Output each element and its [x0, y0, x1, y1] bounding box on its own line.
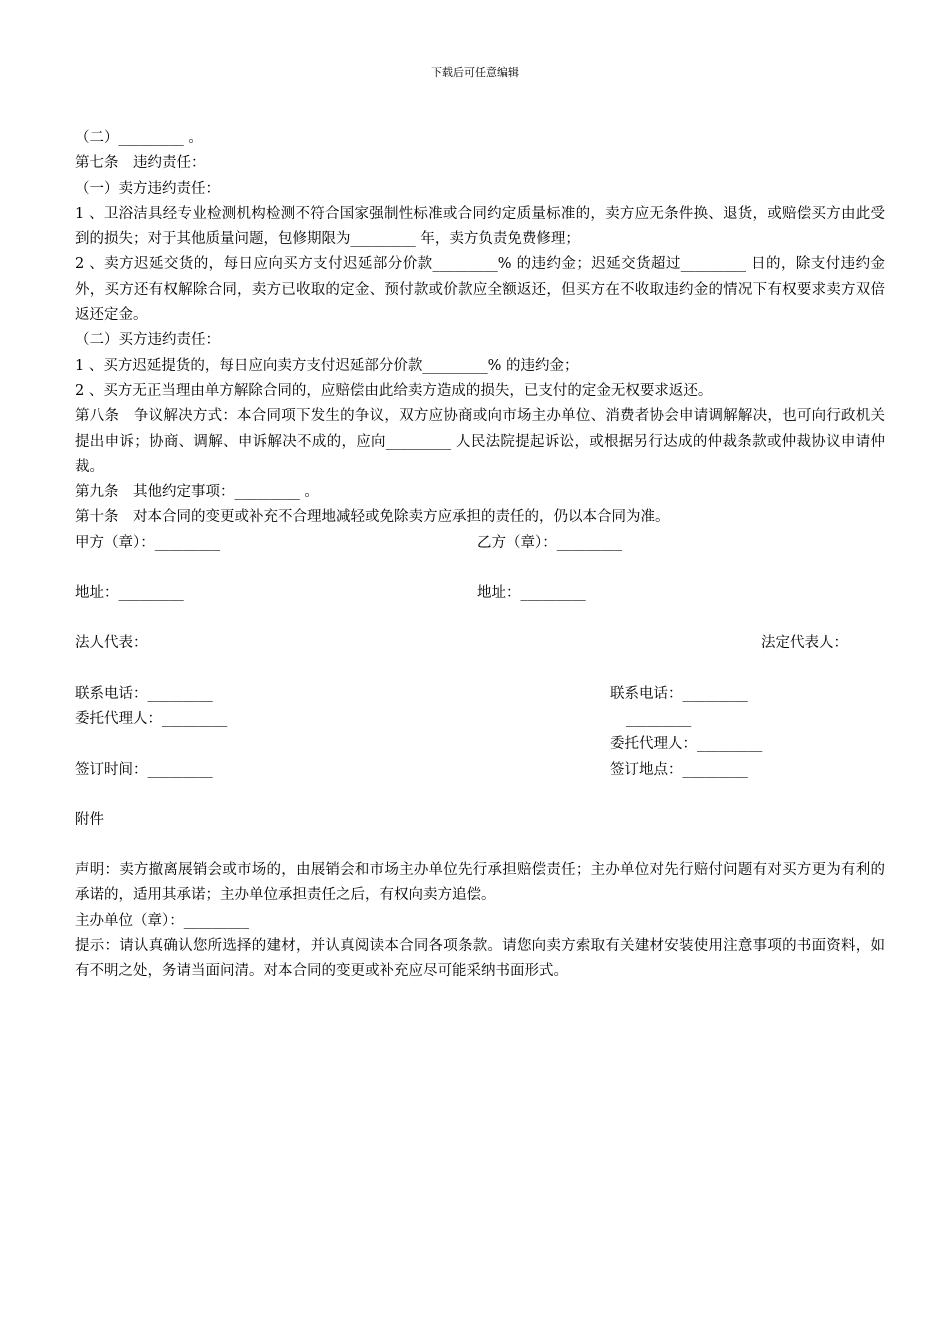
buyer-liability-1: 1 、买方迟延提货的，每日应向卖方支付迟延部分价款_________% 的违约金；	[75, 357, 579, 374]
phone-b-field: 联系电话：_________	[610, 685, 748, 702]
blank-b-field: _________	[626, 710, 692, 727]
phone-row	[75, 682, 885, 707]
phone-a-field: 联系电话：_________	[75, 685, 213, 702]
attachment-title: 附件	[75, 811, 104, 828]
agent-b-field: 委托代理人：_________	[610, 736, 763, 753]
contract-document	[75, 126, 885, 985]
legal-rep-row	[75, 631, 885, 656]
article-10-amendment: 第十条 对本合同的变更或补充不合理地减轻或免除卖方应承担的责任的，仍以本合同为准。	[75, 509, 670, 526]
article-8-dispute: 第八条 争议解决方式：本合同项下发生的争议，双方应协商或向市场主办单位、消费者协会申请调解解决，也可向行政机关提出申诉；协商、调解、申诉解决不成的，应向_________ 人民法院提起诉讼，或根据另行达成的仲裁条款或仲裁协议申请仲裁。	[75, 408, 885, 475]
page-header: 下载后可任意编辑	[431, 66, 519, 79]
sign-row	[75, 758, 885, 783]
party-row	[75, 531, 885, 556]
buyer-liability-2: 2 、买方无正当理由单方解除合同的，应赔偿由此给卖方造成的损失，已支付的定金无权要求返还。	[75, 382, 713, 399]
legal-rep-b-label: 法定代表人：	[761, 635, 848, 652]
buyer-liability-heading: （二）买方违约责任：	[75, 332, 220, 349]
legal-rep-a-label: 法人代表：	[75, 635, 148, 652]
sign-place-field: 签订地点：_________	[610, 761, 748, 778]
address-row	[75, 581, 885, 606]
seller-liability-1: 1 、卫浴洁具经专业检测机构检测不符合国家强制性标准或合同约定质量标准的，卖方应无条件换、退货，或赔偿买方由此受到的损失；对于其他质量问题，包修期限为_________ 年，卖方负责免费修理；	[75, 205, 885, 248]
organizer-field: 主办单位（章）：_________	[75, 912, 249, 929]
seller-liability-2: 2 、卖方迟延交货的，每日应向买方支付迟延部分价款_________% 的违约金；迟延交货超过_________ 日的，除支付违约金外，买方还有权解除合同，卖方已收取的定金、预付款或价款应全额返还，但买方在不收取违约金的情况下有权要求卖方双倍返还定金。	[75, 256, 885, 324]
attachment-tip: 提示：请认真确认您所选择的建材，并认真阅读本合同各项条款。请您向卖方索取有关建材安装使用注意事项的书面资料，如有不明之处，务请当面问清。对本合同的变更或补充应尽可能采纳书面形式。	[75, 938, 885, 980]
agent-a-field: 委托代理人：_________	[75, 710, 228, 727]
address-a-field: 地址：_________	[75, 585, 184, 602]
clause-item-2: （二）_________ 。	[75, 130, 203, 146]
sign-time-field: 签订时间：_________	[75, 761, 213, 778]
seller-liability-heading: （一）卖方违约责任：	[75, 180, 220, 197]
agent-row	[75, 707, 885, 732]
attachment-statement: 声明：卖方撤离展销会或市场的，由展销会和市场主办单位先行承担赔偿责任；主办单位对先行赔付问题有对买方更为有利的承诺的，适用其承诺；主办单位承担责任之后，有权向卖方追偿。	[75, 862, 885, 904]
address-b-field: 地址：_________	[477, 585, 586, 602]
agent-b-row	[75, 732, 885, 757]
party-a-field: 甲方（章）：_________	[75, 534, 220, 551]
article-9-other: 第九条 其他约定事项：_________ 。	[75, 484, 319, 501]
party-b-field: 乙方（章）：_________	[477, 534, 622, 551]
article-7-title: 第七条 违约责任：	[75, 155, 206, 172]
